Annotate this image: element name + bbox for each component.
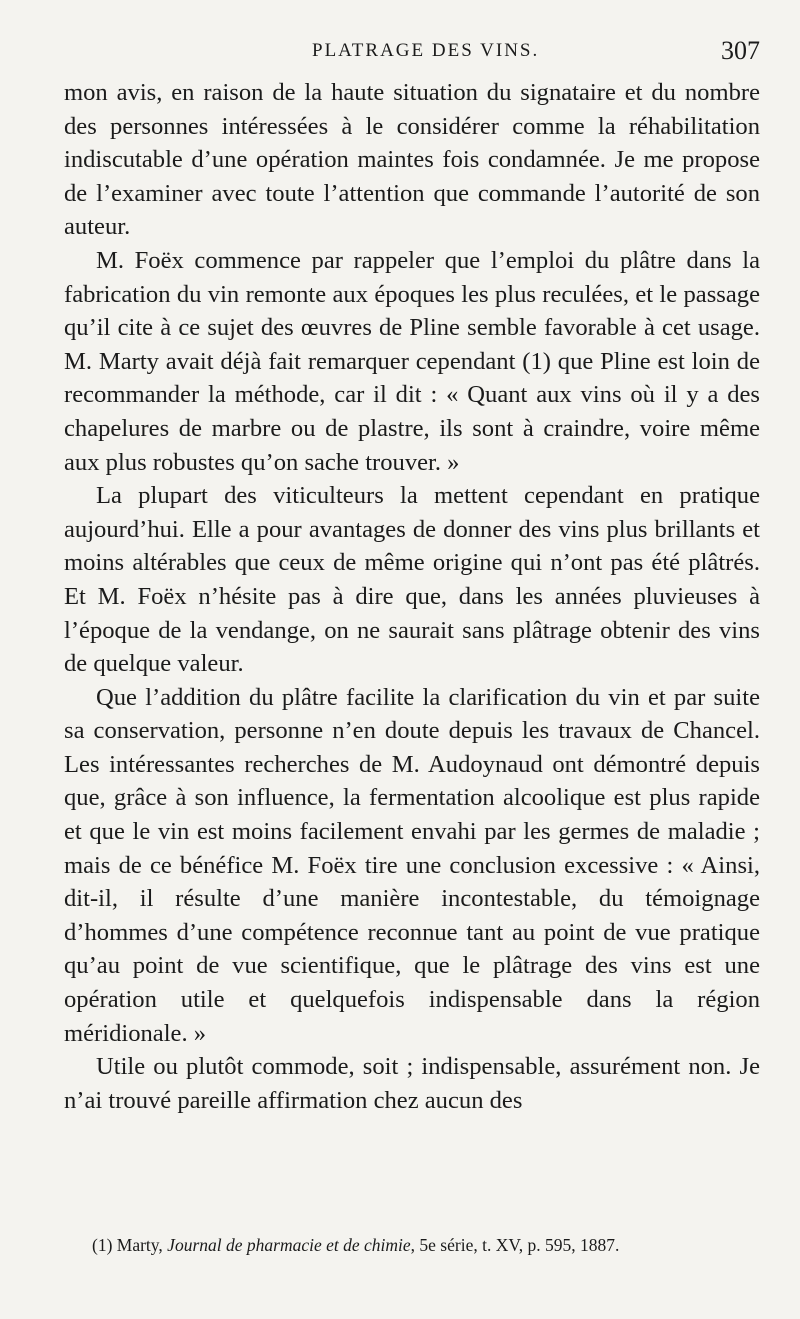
footnote bbox=[64, 1233, 760, 1258]
paragraph-5: Utile ou plutôt commode, soit ; indispensable, assurément non. Je n’ai trouvé pareille affirmation chez aucun des bbox=[64, 1053, 760, 1114]
page-number: 307 bbox=[721, 36, 760, 65]
footnote-citation: , 5e série, t. XV, p. 595, 1887. bbox=[410, 1235, 620, 1255]
paragraph-1: mon avis, en raison de la haute situation du signataire et du nombre des personnes intéressées à le considérer comme la réhabilitation indiscutable d’une opération maintes fois condamnée. Je me propose de l’examiner avec toute l’attention que commande l’autorité de son auteur. bbox=[64, 79, 760, 241]
paragraph-2: M. Foëx commence par rappeler que l’emploi du plâtre dans la fabrication du vin remonte aux époques les plus reculées, et le passage qu’il cite à ce sujet des œuvres de Pline semble favorable à cet usage. M. Marty avait déjà fait remarquer cependant (1) que Pline est loin de recommander la méthode, car il dit : « Quant aux vins où il y a des chapelures de marbre ou de plastre, ils sont à craindre, voire même aux plus robustes qu’on sache trouver. » bbox=[64, 246, 760, 476]
paragraph-3: La plupart des viticulteurs la mettent cependant en pratique aujourd’hui. Elle a pour avantages de donner des vins plus brillants et moins altérables que ceux de même origine qui n’ont pas été plâtrés. Et M. Foëx n’hésite pas à dire que, dans les années pluvieuses à l’époque de la vendange, on ne saurait sans plâtrage obtenir des vins de quelque valeur. bbox=[64, 482, 760, 678]
paragraph-4: Que l’addition du plâtre facilite la clarification du vin et par suite sa conservation, personne n’en doute depuis les travaux de Chancel. Les intéressantes recherches de M. Audoynaud ont démontré depuis que, grâce à son influence, la fermentation alcoolique est plus rapide et que le vin est moins facilement envahi par les germes de maladie ; mais de ce bénéfice M. Foëx tire une conclusion excessive : « Ainsi, dit-il, il résulte d’une manière incontestable, du témoignage d’hommes d’une compétence reconnue tant au point de vue pratique qu’au point de vue scientifique, que le plâtrage des vins est une opération utile et quelquefois indispensable dans la région méridionale. » bbox=[64, 683, 760, 1047]
page-header bbox=[64, 36, 760, 70]
footnote-marker: (1) Marty, bbox=[92, 1235, 168, 1255]
running-head: PLATRAGE DES VINS. bbox=[312, 40, 540, 61]
footnote-journal-title: Journal de pharmacie et de chimie bbox=[167, 1235, 411, 1255]
body-text bbox=[64, 76, 760, 1117]
